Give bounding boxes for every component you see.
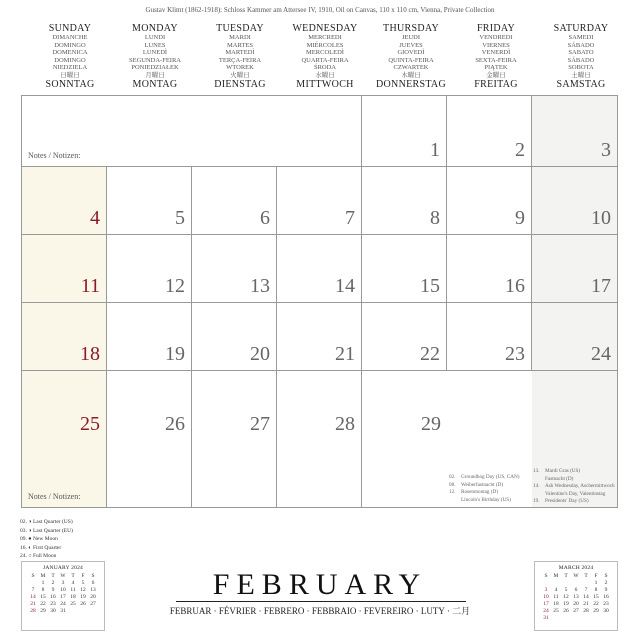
weekday-translation: 月曜日 (145, 71, 165, 79)
holiday-entry (449, 489, 520, 497)
day-number: 11 (80, 275, 100, 297)
mini-day: 12 (563, 593, 569, 600)
day-cell (22, 235, 107, 303)
month-translations: FEBRUAR · FÉVRIER · FEBRERO · FEBBRAIO · FEVEREIRO · LUTY · 二月 (169, 606, 471, 616)
mini-day: 5 (564, 586, 568, 593)
mini-day: 17 (60, 593, 66, 600)
mini-day: 23 (50, 600, 56, 607)
weekday-name-german: FREITAG (474, 79, 518, 90)
day-number: 28 (335, 413, 355, 435)
mini-weekday: S (604, 572, 608, 579)
mini-day: 16 (603, 593, 609, 600)
mini-day: 28 (30, 607, 36, 614)
day-cell (107, 235, 192, 303)
day-cell (107, 371, 192, 507)
weekday-header-monday (113, 24, 197, 90)
holiday-date: 14. (533, 483, 540, 490)
mini-weekday: M (40, 572, 46, 579)
weekday-name-german: SONNTAG (45, 79, 95, 90)
holiday-list-left (449, 474, 520, 504)
weekday-translation: DOMENICA (52, 49, 88, 56)
day-cell (447, 167, 532, 235)
holiday-name: Lincoln's Birthday (US) (461, 496, 511, 503)
mini-day: 16 (50, 593, 56, 600)
weekday-header-tuesday (198, 24, 282, 90)
day-cell (277, 96, 362, 167)
mini-weekday: S (31, 572, 35, 579)
mini-weekday: W (60, 572, 66, 579)
weekday-translation: ŚRODA (313, 64, 337, 71)
day-number: 17 (591, 275, 611, 297)
holiday-list-right (533, 468, 615, 506)
mini-day: 9 (51, 586, 55, 593)
mini-day: 29 (593, 607, 599, 614)
day-number: 5 (175, 207, 185, 229)
day-cell (277, 303, 362, 371)
mini-day: 30 (603, 607, 609, 614)
moon-phase-entry: 02. ◑ Last Quarter (US) (20, 519, 73, 525)
holiday-entry (533, 468, 615, 476)
weekday-translation: LUNES (144, 41, 166, 49)
mini-weekday: T (71, 572, 75, 579)
day-cell (447, 96, 532, 167)
mini-day: 27 (90, 600, 96, 607)
holiday-entry (533, 476, 615, 484)
holiday-name: Presidents' Day (US) (545, 498, 589, 505)
day-cell (192, 96, 277, 167)
mini-calendar-title: MARCH 2024 (558, 565, 594, 571)
mini-day: 8 (594, 586, 598, 593)
day-cell (192, 303, 277, 371)
day-cell (192, 167, 277, 235)
day-cell (107, 167, 192, 235)
day-cell (447, 303, 532, 371)
weekday-translation: MERCOLEDÌ (306, 49, 344, 56)
holiday-name: Weiberfastnacht (D) (461, 481, 504, 488)
mini-weekday: S (91, 572, 95, 579)
weekday-translation: VIERNES (482, 41, 510, 49)
day-cell (22, 371, 107, 507)
day-cell (277, 371, 362, 507)
day-cell (22, 303, 107, 371)
mini-day: 27 (573, 607, 579, 614)
day-cell (532, 96, 617, 167)
weekday-translation: SEGUNDA-FEIRA (129, 56, 181, 64)
mini-calendar-title: JANUARY 2024 (43, 565, 83, 571)
mini-day: 21 (583, 600, 589, 607)
mini-weekday: T (564, 572, 568, 579)
weekday-name-english: SUNDAY (48, 23, 92, 34)
weekday-translation: SABATO (568, 49, 594, 56)
weekday-translation: SEXTA-FEIRA (475, 56, 517, 64)
mini-day: 11 (70, 586, 76, 593)
mini-day: 14 (30, 593, 36, 600)
holiday-name: Rosenmontag (D) (461, 489, 499, 496)
day-cell (362, 96, 447, 167)
weekday-name-english: FRIDAY (476, 23, 516, 34)
weekday-translation: PIĄTEK (484, 64, 508, 71)
weekday-translation: SÁBADO (567, 56, 595, 64)
mini-day: 15 (593, 593, 599, 600)
weekday-translation: CZWARTEK (393, 64, 429, 71)
weekday-translation: JEUDI (401, 34, 421, 41)
mini-day: 14 (583, 593, 589, 600)
mini-day: 26 (563, 607, 569, 614)
day-number: 2 (515, 139, 525, 161)
weekday-translation: DOMINGO (54, 41, 86, 49)
weekday-translation: MERCREDI (308, 34, 342, 41)
day-number: 7 (345, 207, 355, 229)
mini-day: 25 (553, 607, 559, 614)
weekday-translation: MARTES (227, 41, 253, 49)
mini-day: 2 (51, 579, 55, 586)
day-number: 14 (335, 275, 355, 297)
day-number: 26 (165, 413, 185, 435)
mini-day: 24 (60, 600, 66, 607)
weekday-translation: QUARTA-FEIRA (301, 56, 349, 64)
weekday-name-english: MONDAY (132, 23, 178, 34)
weekday-name-german: MITTWOCH (296, 79, 354, 90)
weekday-translation: MARTEDÌ (225, 49, 255, 56)
mini-day: 19 (563, 600, 569, 607)
holiday-entry (533, 498, 615, 506)
day-cell (362, 303, 447, 371)
mini-day: 15 (40, 593, 46, 600)
mini-day: 1 (594, 579, 598, 586)
day-number: 9 (515, 207, 525, 229)
mini-day: 10 (60, 586, 66, 593)
mini-day: 11 (553, 593, 559, 600)
mini-day: 3 (544, 586, 548, 593)
holiday-date: 12. (449, 489, 456, 496)
weekday-name-german: DONNERSTAG (376, 79, 446, 90)
mini-day: 6 (574, 586, 578, 593)
weekday-translation: VENERDÌ (481, 49, 511, 56)
mini-day: 2 (604, 579, 608, 586)
notes-label-top: Notes / Notizen: (28, 151, 81, 160)
mini-day: 10 (543, 593, 549, 600)
mini-day: 18 (553, 600, 559, 607)
day-cell (362, 235, 447, 303)
mini-day: 3 (61, 579, 65, 586)
mini-day: 19 (80, 593, 86, 600)
weekday-translation: LUNEDÌ (142, 49, 168, 56)
mini-day: 30 (50, 607, 56, 614)
day-number: 12 (165, 275, 185, 297)
holiday-name: Fastnacht (D) (545, 475, 574, 482)
mini-day: 31 (60, 607, 66, 614)
day-number: 19 (165, 343, 185, 365)
mini-day: 22 (40, 600, 46, 607)
day-cell (107, 96, 192, 167)
weekday-name-german: SAMSTAG (556, 79, 606, 90)
weekday-translation: TERÇA-FEIRA (218, 56, 262, 64)
holiday-name: Groundhog Day (US, CAN) (461, 474, 520, 480)
day-number: 29 (421, 413, 441, 435)
weekday-name-german: MONTAG (132, 79, 178, 90)
weekday-header-saturday (539, 24, 623, 90)
mini-day: 31 (543, 614, 549, 621)
mini-weekday: T (584, 572, 588, 579)
day-number: 13 (250, 275, 270, 297)
weekday-translation: 火曜日 (230, 71, 250, 79)
title-divider (176, 601, 466, 602)
holiday-entry (449, 497, 520, 505)
mini-day: 26 (80, 600, 86, 607)
holiday-name: Mardi Gras (US) (545, 468, 581, 474)
weekday-translation: 木曜日 (401, 71, 421, 79)
weekday-header-wednesday (283, 24, 367, 90)
weekday-translation: DIMANCHE (52, 34, 88, 41)
weekday-header-thursday (369, 24, 453, 90)
mini-weekday: F (81, 572, 85, 579)
holiday-name: Valentine's Day, Valentinstag (545, 490, 606, 497)
day-cell (192, 235, 277, 303)
day-number: 16 (505, 275, 525, 297)
day-number: 8 (430, 207, 440, 229)
weekday-translation: MIÉRCOLES (306, 41, 344, 49)
holiday-entry (449, 474, 520, 482)
day-number: 18 (80, 343, 100, 365)
day-number: 3 (601, 139, 611, 161)
mini-day: 18 (70, 593, 76, 600)
mini-day: 20 (90, 593, 96, 600)
day-number: 27 (250, 413, 270, 435)
mini-day: 29 (40, 607, 46, 614)
holiday-entry (533, 483, 615, 491)
mini-day: 7 (584, 586, 588, 593)
moon-phase-entry: 16. ◐ First Quarter (20, 544, 62, 551)
mini-day: 1 (41, 579, 45, 586)
weekday-translation: WTOREK (226, 64, 254, 71)
weekday-translation: QUINTA-FEIRA (388, 56, 434, 64)
mini-day: 13 (573, 593, 579, 600)
weekday-name-english: THURSDAY (383, 23, 439, 34)
weekday-name-english: WEDNESDAY (292, 23, 358, 34)
weekday-translation: LUNDI (144, 34, 166, 41)
artwork-credit: Gustav Klimt (1862-1918): Schloss Kammer am Attersee IV, 1910, Oil on Canvas, 110 x 110 cm, Vienna, Private Collection (145, 6, 495, 14)
month-title: FEBRUARY (212, 568, 428, 601)
day-number: 23 (505, 343, 525, 365)
mini-day: 7 (31, 586, 35, 593)
holiday-date: 02. (449, 474, 456, 480)
mini-day: 28 (583, 607, 589, 614)
weekday-translation: SOBOTA (568, 64, 594, 71)
mini-day: 4 (554, 586, 558, 593)
holiday-entry (533, 491, 615, 499)
holiday-name: Ash Wednesday, Aschermittwoch (545, 483, 615, 490)
mini-day: 12 (80, 586, 86, 593)
weekday-translation: 金曜日 (486, 71, 506, 79)
holiday-entry (449, 482, 520, 490)
day-cell (192, 371, 277, 507)
weekday-name-english: SATURDAY (553, 23, 609, 34)
mini-day: 24 (543, 607, 549, 614)
moon-phase-entry: 09. ● New Moon (20, 536, 58, 543)
mini-day: 21 (30, 600, 36, 607)
mini-day: 5 (81, 579, 85, 586)
weekday-translation: NIEDZIELA (52, 64, 88, 71)
weekday-header-sunday (28, 24, 112, 90)
weekday-translation: GIOVEDÌ (397, 49, 425, 56)
mini-weekday: S (544, 572, 548, 579)
day-number: 20 (250, 343, 270, 365)
moon-phase-entry: 24. ○ Full Moon (20, 553, 57, 560)
notes-label-bottom: Notes / Notizen: (28, 492, 81, 501)
moon-phase-entry: 03. ◑ Last Quarter (EU) (20, 527, 73, 534)
mini-day: 4 (71, 579, 75, 586)
mini-day: 20 (573, 600, 579, 607)
weekday-name-english: TUESDAY (216, 23, 264, 34)
day-cell (362, 371, 447, 507)
weekday-translation: SAMEDI (568, 34, 594, 41)
day-number: 25 (80, 413, 100, 435)
mini-weekday: T (51, 572, 55, 579)
day-cell (532, 167, 617, 235)
mini-day: 23 (603, 600, 609, 607)
moon-phase-list (20, 518, 73, 561)
day-cell (532, 235, 617, 303)
holiday-date: 19. (533, 498, 540, 505)
day-number: 21 (335, 343, 355, 365)
holiday-date: 08. (449, 481, 456, 488)
holiday-date: 13. (533, 468, 540, 474)
day-cell (277, 167, 362, 235)
day-number: 15 (420, 275, 440, 297)
mini-day: 9 (604, 586, 608, 593)
day-cell (107, 303, 192, 371)
weekday-translation: JUEVES (399, 41, 423, 49)
month-grid (21, 95, 618, 508)
mini-day: 25 (70, 600, 76, 607)
day-cell (447, 235, 532, 303)
weekday-translation: MARDI (229, 34, 251, 41)
weekday-translation: SÁBADO (567, 41, 595, 49)
mini-day: 13 (90, 586, 96, 593)
day-cell (362, 167, 447, 235)
day-cell (277, 235, 362, 303)
day-number: 10 (591, 207, 611, 229)
weekday-header-friday (454, 24, 538, 90)
day-cell (22, 167, 107, 235)
weekday-translation: PONIEDZIAŁEK (131, 64, 179, 71)
day-cell (532, 303, 617, 371)
weekday-translation: DOMINGO (54, 56, 86, 64)
mini-day: 6 (91, 579, 95, 586)
mini-weekday: M (553, 572, 559, 579)
mini-day: 22 (593, 600, 599, 607)
mini-weekday: F (594, 572, 598, 579)
day-number: 22 (420, 343, 440, 365)
weekday-translation: VENDREDI (479, 34, 513, 41)
weekday-name-german: DIENSTAG (214, 79, 266, 90)
weekday-translation: 土曜日 (571, 71, 591, 79)
day-number: 6 (260, 207, 270, 229)
mini-day: 17 (543, 600, 549, 607)
day-number: 4 (90, 207, 100, 229)
day-number: 24 (591, 343, 611, 365)
day-number: 1 (430, 139, 440, 161)
weekday-translation: 水曜日 (315, 71, 335, 79)
mini-day: 8 (41, 586, 45, 593)
weekday-translation: 日曜日 (60, 71, 80, 79)
mini-weekday: W (573, 572, 579, 579)
